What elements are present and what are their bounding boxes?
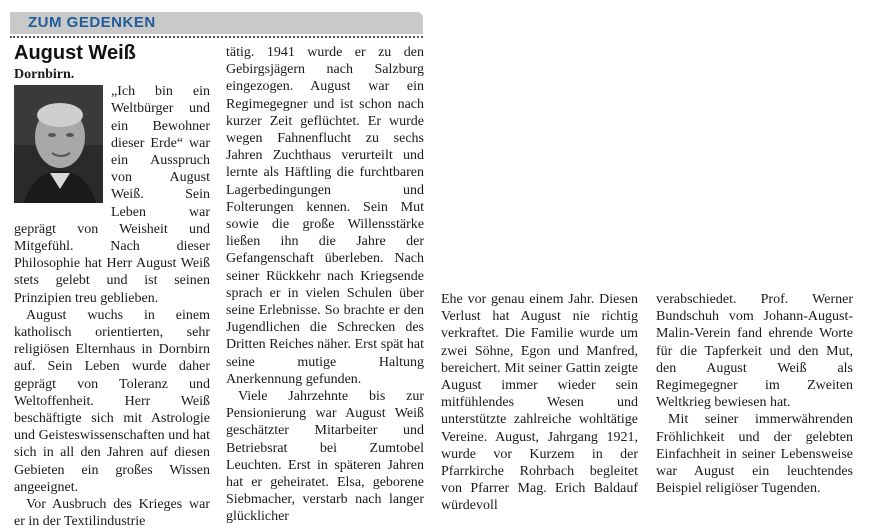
body-paragraph: Vor Ausbruch des Krieges war er in der Textilindustrie (14, 497, 210, 530)
article-column-4 (656, 291, 853, 504)
lead-paragraph-body: „Ich bin ein Weltbürger und ein Bewohner dieser Erde“ war ein Ausspruch von August Weiß. Sein Leben war geprägt von Weisheit und Mitgefühl. Nach dieser Philosophie hat Herr August Weiß stets gelebt und ist seinen Prinzipien treu geblieben. (14, 84, 210, 306)
body-paragraph: August wuchs in einem katholisch orientierten, sehr religiösen Elternhaus in Dornbirn auf. Sein Leben wurde daher geprägt von Toleranz und Weltoffenheit. Herr Weiß beschäftigte sich mit Astrologie und Geisteswissenschaften und hat sich in all den Jahren auf diesen Gebieten ein großes Wissen angeeignet. (14, 307, 210, 495)
section-banner (10, 12, 423, 34)
body-paragraph: tätig. 1941 wurde er zu den Gebirgsjägern nach Salzburg eingezogen. August war ein Regimegegner und ist schon nach kurzer Zeit geflüchtet. Er wurde wegen Fahnenflucht zu sechs Jahren Zuchthaus verurteilt und lernte als Häftling die furchtbaren Lagerbedingungen und Folterungen kennen. Sein Mut sowie die große Willensstärke ließen ihn die Jahre der Gefangenschaft überleben. Nach seiner Rückkehr nach Kriegsende sprach er in vielen Schulen über seine Erlebnisse. So brachte er den Jugendlichen die Schrecken des Dritten Reiches näher. Erst spät hat seine mutige Haltung Anerkennung gefunden. (226, 45, 424, 387)
body-paragraph: Ehe vor genau einem Jahr. Diesen Verlust hat August nie richtig verkraftet. Die Familie wurde um zwei Söhne, Egon und Manfred, bereichert. Mit seiner Gattin zeigte August immer wieder sein mitfühlendes Wesen und unterstützte zahlreiche wohltätige Vereine. August, Jahrgang 1921, wurde vor Kurzem in der Pfarrkirche Rohrbach begleitet von Pfarrer Mag. Erich Baldauf würdevoll (441, 292, 638, 514)
body-paragraph: Mit seiner immerwährenden Fröhlichkeit und der gelebten Einfachheit in seiner Lebensweise war August ein leuchtendes Beispiel religiöser Tugenden. (656, 412, 853, 497)
dotted-divider (10, 36, 423, 38)
article-column-1 (14, 66, 210, 530)
body-paragraph: Viele Jahrzehnte bis zur Pensionierung war August Weiß geschätzter Mitarbeiter und Betriebsrat bei Zumtobel Leuchten. Erst in späteren Jahren hat er geheiratet. Elsa, geborene Siebmacher, verstarb nach langer glücklicher (226, 389, 424, 525)
article-column-2 (226, 44, 424, 525)
dateline: Dornbirn. (14, 67, 75, 82)
portrait-photo-icon (14, 85, 103, 203)
section-label: ZUM GEDENKEN (28, 14, 156, 31)
body-paragraph: verabschiedet. Prof. Werner Bundschuh vom Johann-August-Malin-Verein fand ehrende Worte für die Tapferkeit und den Mut, den August Weiß als Regimegegner im Zweiten Weltkrieg bewiesen hat. (656, 292, 853, 411)
article-headline: August Weiß (14, 42, 136, 64)
article-column-3 (441, 291, 638, 514)
lead-paragraph (14, 66, 210, 83)
